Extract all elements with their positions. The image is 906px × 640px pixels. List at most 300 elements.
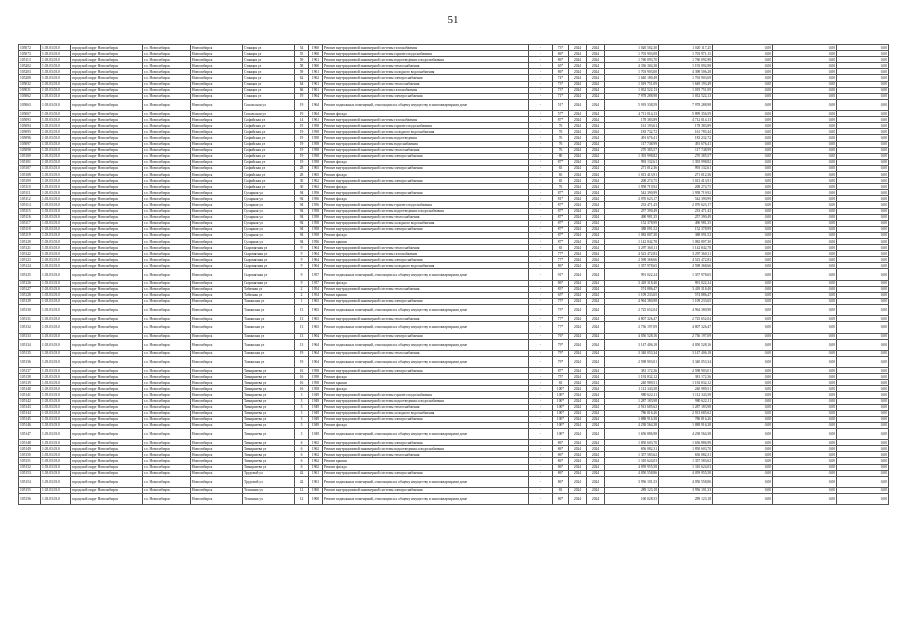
table-cell: городской округ Новосибирск bbox=[71, 81, 143, 87]
table-cell: Ремонт подвальных помещений, относящихся к общему имуществу в многоквартирном доме bbox=[323, 305, 529, 316]
table-cell: 0,00 bbox=[773, 251, 837, 257]
table-cell: городской округ Новосибирск bbox=[71, 380, 143, 386]
table-cell: г.о. Новосибирск bbox=[143, 386, 191, 392]
table-cell: 0,00 bbox=[837, 75, 889, 81]
table-cell: Ремонт внутридомовой инженерной системы водоотведения и водоснабжения bbox=[323, 57, 529, 63]
table-cell: городской округ Новосибирск bbox=[71, 99, 143, 110]
table-cell: г.о. Новосибирск bbox=[143, 135, 191, 141]
table-cell: 491 676,41 bbox=[605, 135, 659, 141]
table-cell: городской округ Новосибирск bbox=[71, 87, 143, 93]
table-cell: 1 020 117,25 bbox=[659, 45, 713, 51]
table-cell: городской округ Новосибирск bbox=[71, 178, 143, 184]
table-cell: 1 192 832,12 bbox=[605, 374, 659, 380]
table-cell: 0,00 bbox=[713, 63, 773, 69]
table-cell: 2024 bbox=[587, 153, 605, 159]
table-cell: Новосибирск bbox=[191, 356, 243, 367]
table-cell: 2024 bbox=[587, 410, 605, 416]
table-cell: 1961 bbox=[309, 69, 323, 75]
table-cell: - bbox=[529, 305, 553, 316]
table-cell: 58 bbox=[295, 63, 309, 69]
table-cell: 786 816,26 bbox=[659, 416, 713, 422]
table-cell: 9 bbox=[295, 251, 309, 257]
table-cell: Ремонт внутридомовой инженерной системы горячего водоснабжения bbox=[323, 123, 529, 129]
table-cell: 3 bbox=[295, 410, 309, 416]
table-cell: 2024 bbox=[587, 333, 605, 339]
table-cell: 0,00 bbox=[713, 51, 773, 57]
table-cell: 75* bbox=[553, 374, 569, 380]
table-cell: Новосибирск bbox=[191, 280, 243, 286]
table-cell: городской округ Новосибирск bbox=[71, 398, 143, 404]
table-cell: 183 732,72 bbox=[605, 129, 659, 135]
table-cell: Ремонт фасада bbox=[323, 422, 529, 428]
table-cell: 1.03.03.03.0 bbox=[41, 487, 71, 493]
table-cell: - bbox=[529, 239, 553, 245]
table-cell: 0,00 bbox=[713, 117, 773, 123]
table-cell: городской округ Новосибирск bbox=[71, 117, 143, 123]
table-cell: 0,00 bbox=[713, 184, 773, 190]
table-cell: - bbox=[529, 117, 553, 123]
table-cell: 1.03.03.03.0 bbox=[41, 184, 71, 190]
table-cell: 1 393 998,82 bbox=[605, 153, 659, 159]
table-cell: 2024 bbox=[587, 380, 605, 386]
table-cell: городской округ Новосибирск bbox=[71, 422, 143, 428]
table-cell: 1.03.03.03.0 bbox=[41, 374, 71, 380]
table-row bbox=[19, 494, 889, 505]
table-cell: Новосибирск bbox=[191, 69, 243, 75]
table-cell: Новосибирск bbox=[191, 446, 243, 452]
table-cell: 1958 bbox=[309, 232, 323, 238]
table-cell: 0,00 bbox=[773, 63, 837, 69]
table-cell: 1960 bbox=[309, 487, 323, 493]
table-cell: г.о. Новосибирск bbox=[143, 165, 191, 171]
table-cell: 0,00 bbox=[713, 410, 773, 416]
table-cell: Ремонт внутридомовой инженерной системы газоснабжения bbox=[323, 251, 529, 257]
table-cell: - bbox=[529, 232, 553, 238]
table-cell: 0,00 bbox=[837, 57, 889, 63]
table-cell: 19 bbox=[295, 135, 309, 141]
table-cell: Тимирязева ул bbox=[243, 380, 295, 386]
table-cell: 1958 bbox=[309, 141, 323, 147]
table-cell: г.о. Новосибирск bbox=[143, 159, 191, 165]
table-cell: Новосибирск bbox=[191, 87, 243, 93]
table-cell: 105140 bbox=[19, 386, 41, 392]
table-cell: 16 bbox=[295, 380, 309, 386]
table-cell: 0,00 bbox=[837, 398, 889, 404]
table-cell: городской округ Новосибирск bbox=[71, 322, 143, 333]
table-cell: 105067 bbox=[19, 111, 41, 117]
table-cell: 1 109 233,65 bbox=[605, 292, 659, 298]
table-cell: - bbox=[529, 214, 553, 220]
table-cell: - bbox=[529, 494, 553, 505]
table-cell: 0,00 bbox=[773, 470, 837, 476]
table-cell: 105111 bbox=[19, 190, 41, 196]
table-cell: Новосибирск bbox=[191, 440, 243, 446]
table-cell: г.о. Новосибирск bbox=[143, 452, 191, 458]
table-cell: Софийская ул bbox=[243, 178, 295, 184]
table-cell: 0,00 bbox=[837, 45, 889, 51]
table-cell: 77* bbox=[553, 257, 569, 263]
table-cell: - bbox=[529, 141, 553, 147]
table-cell: Ремонт внутридомовой инженерной системы электроснабжения bbox=[323, 487, 529, 493]
table-cell: 105113 bbox=[19, 57, 41, 63]
table-cell: Софийская ул bbox=[243, 129, 295, 135]
table-cell: городской округ Новосибирск bbox=[71, 208, 143, 214]
table-cell: 105208 bbox=[19, 75, 41, 81]
table-cell: городской округ Новосибирск bbox=[71, 316, 143, 322]
table-cell: 4 050 558,86 bbox=[605, 470, 659, 476]
table-cell: Новосибирск bbox=[191, 239, 243, 245]
table-cell: 1 287 183,98 bbox=[605, 398, 659, 404]
table-cell: 28 bbox=[295, 165, 309, 171]
table-cell: Новосибирск bbox=[191, 416, 243, 422]
page-number: 51 bbox=[447, 14, 459, 26]
table-cell: 105115 bbox=[19, 208, 41, 214]
table-cell: г.о. Новосибирск bbox=[143, 429, 191, 440]
table-cell: 2024 bbox=[569, 446, 587, 452]
table-cell: г.о. Новосибирск bbox=[143, 226, 191, 232]
table-cell: 2024 bbox=[587, 226, 605, 232]
table-cell: 2024 bbox=[587, 429, 605, 440]
table-cell: 105130 bbox=[19, 305, 41, 316]
table-cell: 233 471,43 bbox=[605, 202, 659, 208]
table-cell: 1958 bbox=[309, 123, 323, 129]
table-cell: 1 850 603,70 bbox=[605, 440, 659, 446]
table-cell: 656 082,31 bbox=[659, 452, 713, 458]
table-cell: городской округ Новосибирск bbox=[71, 190, 143, 196]
table-cell: Станция ул bbox=[243, 87, 295, 93]
table-cell: 4 712 014,13 bbox=[659, 117, 713, 123]
table-cell: 71* bbox=[553, 93, 569, 99]
table-cell: Тимирязева ул bbox=[243, 398, 295, 404]
table-cell: 0,00 bbox=[837, 305, 889, 316]
table-cell: городской округ Новосибирск bbox=[71, 286, 143, 292]
table-cell: 1 287 183,98 bbox=[659, 404, 713, 410]
table-cell: 2 bbox=[295, 286, 309, 292]
table-cell: Ремонт внутридомовой инженерной системы горячего водоснабжения bbox=[323, 202, 529, 208]
table-cell: Ремонт подвальных помещений, относящихся к общему имуществу в многоквартирном доме bbox=[323, 476, 529, 487]
table-cell: городской округ Новосибирск bbox=[71, 239, 143, 245]
table-cell: 1 019 751,09 bbox=[605, 81, 659, 87]
table-cell: 1 082 807,30 bbox=[659, 239, 713, 245]
table-cell: 0,00 bbox=[773, 280, 837, 286]
table-cell: Ремонт фасада bbox=[323, 280, 529, 286]
table-cell: - bbox=[529, 356, 553, 367]
table-cell: Новосибирск bbox=[191, 322, 243, 333]
table-cell: городской округ Новосибирск bbox=[71, 257, 143, 263]
table-cell: 1949 bbox=[309, 429, 323, 440]
table-cell: 77* bbox=[553, 316, 569, 322]
table-body bbox=[19, 45, 889, 505]
table-cell: 2024 bbox=[569, 476, 587, 487]
table-cell: г.о. Новосибирск bbox=[143, 487, 191, 493]
table-cell: Станция ул bbox=[243, 45, 295, 51]
table-cell: Новосибирск bbox=[191, 220, 243, 226]
table-cell: 0,00 bbox=[837, 196, 889, 202]
table-cell: 1 703 971,15 bbox=[659, 51, 713, 57]
table-cell: городской округ Новосибирск bbox=[71, 184, 143, 190]
table-cell: Ремонт фасада bbox=[323, 464, 529, 470]
table-cell: 0,00 bbox=[837, 470, 889, 476]
table-cell: 57* bbox=[553, 111, 569, 117]
table-cell: 42 bbox=[295, 470, 309, 476]
table-cell: 117 748,99 bbox=[659, 147, 713, 153]
table-cell: 2024 bbox=[569, 226, 587, 232]
table-cell: 1 bbox=[295, 298, 309, 304]
table-cell: - bbox=[529, 57, 553, 63]
table-cell: Новосибирск bbox=[191, 452, 243, 458]
table-cell: Тимирязева ул bbox=[243, 374, 295, 380]
table-cell: 105062 bbox=[19, 93, 41, 99]
table-cell: 1.03.03.03.0 bbox=[41, 214, 71, 220]
table-cell: Ремонт внутридомовой инженерной системы электроснабжения bbox=[323, 440, 529, 446]
table-cell: 2024 bbox=[587, 123, 605, 129]
table-cell: 87* bbox=[553, 220, 569, 226]
table-cell: 2024 bbox=[569, 429, 587, 440]
table-cell: 0,00 bbox=[713, 190, 773, 196]
table-cell: Новосибирск bbox=[191, 429, 243, 440]
table-cell: 79* bbox=[553, 350, 569, 356]
table-cell: 0,00 bbox=[837, 214, 889, 220]
table-cell: городской округ Новосибирск bbox=[71, 220, 143, 226]
table-cell: 94 bbox=[295, 220, 309, 226]
table-cell: 2024 bbox=[569, 202, 587, 208]
table-cell: 65 bbox=[553, 380, 569, 386]
table-cell: 4 050 528,16 bbox=[659, 339, 713, 350]
table-cell: Ремонт фасада bbox=[323, 374, 529, 380]
table-cell: Ремонт внутридомовой инженерной системы холодного водоснабжения bbox=[323, 129, 529, 135]
table-cell: 1961 bbox=[309, 117, 323, 123]
table-cell: 2024 bbox=[569, 263, 587, 269]
table-cell: 0,00 bbox=[713, 153, 773, 159]
table-cell: Новосибирск bbox=[191, 458, 243, 464]
table-cell: 1949 bbox=[309, 392, 323, 398]
table-cell: городской округ Новосибирск bbox=[71, 333, 143, 339]
table-cell: 1963 bbox=[309, 305, 323, 316]
table-cell: 2024 bbox=[587, 190, 605, 196]
table-cell: 3 bbox=[295, 429, 309, 440]
table-cell: г.о. Новосибирск bbox=[143, 322, 191, 333]
table-cell: 105134 bbox=[19, 339, 41, 350]
table-cell: Тимирязева ул bbox=[243, 422, 295, 428]
table-cell: 542 390,99 bbox=[605, 190, 659, 196]
table-cell: 0,00 bbox=[713, 305, 773, 316]
table-cell: 2024 bbox=[569, 452, 587, 458]
table-cell: 2024 bbox=[569, 196, 587, 202]
table-cell: 2024 bbox=[569, 298, 587, 304]
table-cell: - bbox=[529, 368, 553, 374]
table-cell: 1 760 092,98 bbox=[659, 57, 713, 63]
table-cell: 19 bbox=[295, 141, 309, 147]
table-cell: г.о. Новосибирск bbox=[143, 339, 191, 350]
table-cell: 2024 bbox=[569, 322, 587, 333]
table-cell: Новосибирск bbox=[191, 232, 243, 238]
table-cell: 152 378,99 bbox=[659, 226, 713, 232]
table-cell: 1.03.03.03.0 bbox=[41, 239, 71, 245]
table-cell: 1964 bbox=[309, 263, 323, 269]
table-cell: 1.03.03.03.0 bbox=[41, 251, 71, 257]
table-cell: городской округ Новосибирск bbox=[71, 368, 143, 374]
table-cell: - bbox=[529, 153, 553, 159]
table-cell: 105073 bbox=[19, 51, 41, 57]
table-cell: 87* bbox=[553, 208, 569, 214]
table-cell: 0,00 bbox=[713, 422, 773, 428]
table-cell: 4 807 326,47 bbox=[605, 316, 659, 322]
table-cell: 1.03.03.03.0 bbox=[41, 99, 71, 110]
table-cell: 257 390,49 bbox=[659, 214, 713, 220]
table-cell: 1964 bbox=[309, 350, 323, 356]
table-cell: 3 418 318,40 bbox=[659, 286, 713, 292]
table-cell: 257 390,49 bbox=[605, 208, 659, 214]
table-cell: г.о. Новосибирск bbox=[143, 298, 191, 304]
table-cell: Новосибирск bbox=[191, 410, 243, 416]
table-cell: 19 bbox=[295, 123, 309, 129]
table-cell: 542 390,99 bbox=[659, 196, 713, 202]
table-cell: - bbox=[529, 111, 553, 117]
table-cell: 1964 bbox=[309, 111, 323, 117]
table-cell: 86* bbox=[553, 280, 569, 286]
table-cell: 0,00 bbox=[713, 386, 773, 392]
table-cell: 2024 bbox=[569, 178, 587, 184]
table-cell: г.о. Новосибирск bbox=[143, 416, 191, 422]
table-cell: 0,00 bbox=[837, 476, 889, 487]
table-cell: 105107 bbox=[19, 165, 41, 171]
table-cell: 0,00 bbox=[837, 257, 889, 263]
table-cell: 0,00 bbox=[713, 81, 773, 87]
table-cell: 0,00 bbox=[773, 117, 837, 123]
table-cell: 73* bbox=[553, 81, 569, 87]
table-cell: 6 bbox=[295, 458, 309, 464]
table-cell: 0,00 bbox=[713, 464, 773, 470]
table-cell: 87* bbox=[553, 117, 569, 123]
table-cell: 2024 bbox=[587, 322, 605, 333]
table-cell: Таманская ул bbox=[243, 356, 295, 367]
table-cell: 0,00 bbox=[773, 429, 837, 440]
table-cell: 105151 bbox=[19, 458, 41, 464]
table-cell: г.о. Новосибирск bbox=[143, 147, 191, 153]
table-cell: городской округ Новосибирск bbox=[71, 135, 143, 141]
table-cell: - bbox=[529, 452, 553, 458]
table-cell: Станция ул bbox=[243, 57, 295, 63]
table-cell: 2024 bbox=[569, 63, 587, 69]
table-cell: - bbox=[529, 165, 553, 171]
table-cell: 83* bbox=[553, 286, 569, 292]
table-cell: 0,00 bbox=[837, 99, 889, 110]
table-cell: 0,00 bbox=[837, 245, 889, 251]
table-cell: 105138 bbox=[19, 374, 41, 380]
table-cell: 19 bbox=[295, 350, 309, 356]
table-cell: 4 050 528,16 bbox=[605, 333, 659, 339]
table-cell: Ремонт внутридомовой инженерной системы газоснабжения bbox=[323, 117, 529, 123]
table-cell: 0,00 bbox=[773, 380, 837, 386]
table-cell: г.о. Новосибирск bbox=[143, 245, 191, 251]
table-cell: 105128 bbox=[19, 292, 41, 298]
table-cell: 105153 bbox=[19, 470, 41, 476]
table-cell: 0,00 bbox=[773, 165, 837, 171]
table-cell: 2024 bbox=[587, 452, 605, 458]
table-cell: 76 bbox=[553, 129, 569, 135]
table-cell: г.о. Новосибирск bbox=[143, 286, 191, 292]
table-cell: 105150 bbox=[19, 452, 41, 458]
table-cell: 490 981,35 bbox=[605, 214, 659, 220]
table-cell: 94 bbox=[295, 190, 309, 196]
table-cell: 1 310 624,03 bbox=[659, 464, 713, 470]
table-cell: 1 760 093,70 bbox=[605, 57, 659, 63]
table-cell: г.о. Новосибирск bbox=[143, 292, 191, 298]
table-cell: Новосибирск bbox=[191, 305, 243, 316]
table-cell: Ремонт внутридомовой инженерной системы водоотведения и водоснабжения bbox=[323, 446, 529, 452]
table-cell: 1958 bbox=[309, 214, 323, 220]
table-cell: Новосибирск bbox=[191, 298, 243, 304]
table-cell: Сухарная ул bbox=[243, 196, 295, 202]
table-cell: г.о. Новосибирск bbox=[143, 93, 191, 99]
table-cell: 2024 bbox=[569, 280, 587, 286]
table-cell: Новосибирск bbox=[191, 208, 243, 214]
table-cell: г.о. Новосибирск bbox=[143, 81, 191, 87]
table-cell: 0,00 bbox=[773, 368, 837, 374]
table-cell: 4 523 472,83 bbox=[605, 251, 659, 257]
table-cell: Сыромятная ул bbox=[243, 245, 295, 251]
table-cell: 105202 bbox=[19, 63, 41, 69]
table-cell: 1960 bbox=[309, 63, 323, 69]
table-cell: Новосибирск bbox=[191, 196, 243, 202]
table-cell: 1.03.03.03.0 bbox=[41, 87, 71, 93]
table-cell: 233 471,43 bbox=[659, 208, 713, 214]
table-cell: - bbox=[529, 226, 553, 232]
table-cell: Ремонт фасада bbox=[323, 111, 529, 117]
table-cell: 54 bbox=[295, 45, 309, 51]
table-cell: 0,00 bbox=[713, 280, 773, 286]
table-cell: 2024 bbox=[569, 239, 587, 245]
table-cell: 1.03.03.03.0 bbox=[41, 141, 71, 147]
table-cell: г.о. Новосибирск bbox=[143, 257, 191, 263]
table-cell: Новосибирск bbox=[191, 257, 243, 263]
table-cell: 1.03.03.03.0 bbox=[41, 464, 71, 470]
table-cell: 1949 bbox=[309, 410, 323, 416]
table-cell: городской округ Новосибирск bbox=[71, 356, 143, 367]
table-cell: 0,00 bbox=[713, 452, 773, 458]
table-cell: - bbox=[529, 190, 553, 196]
table-cell: Ремонт внутридомовой инженерной системы теплоснабжения bbox=[323, 350, 529, 356]
table-cell: 2024 bbox=[587, 147, 605, 153]
table-cell: 1.03.03.03.0 bbox=[41, 429, 71, 440]
table-cell: 105135 bbox=[19, 350, 41, 356]
table-cell: 80 bbox=[553, 153, 569, 159]
table-cell: 94 bbox=[295, 226, 309, 232]
table-cell: 2024 bbox=[587, 440, 605, 446]
table-cell: 0,00 bbox=[773, 410, 837, 416]
table-cell: 77* bbox=[553, 251, 569, 257]
table-cell: 2024 bbox=[569, 208, 587, 214]
table-cell: 0,00 bbox=[837, 386, 889, 392]
table-cell: 0,00 bbox=[713, 458, 773, 464]
table-cell: 9 bbox=[295, 280, 309, 286]
table-cell: 0,00 bbox=[837, 202, 889, 208]
table-cell: - bbox=[529, 257, 553, 263]
table-cell: г.о. Новосибирск bbox=[143, 464, 191, 470]
table-cell: 2024 bbox=[587, 63, 605, 69]
table-cell: 0,00 bbox=[837, 374, 889, 380]
table-cell: Таманская ул bbox=[243, 350, 295, 356]
table-cell: 105120 bbox=[19, 239, 41, 245]
table-cell: Станция ул bbox=[243, 75, 295, 81]
table-cell: городской округ Новосибирск bbox=[71, 470, 143, 476]
table-cell: 1.03.03.03.0 bbox=[41, 350, 71, 356]
table-cell: 0,00 bbox=[713, 356, 773, 367]
table-cell: 94 bbox=[295, 239, 309, 245]
table-cell: 2024 bbox=[587, 374, 605, 380]
table-cell: Ремонт внутридомовой инженерной системы теплоснабжения bbox=[323, 147, 529, 153]
table-cell: 105124 bbox=[19, 263, 41, 269]
